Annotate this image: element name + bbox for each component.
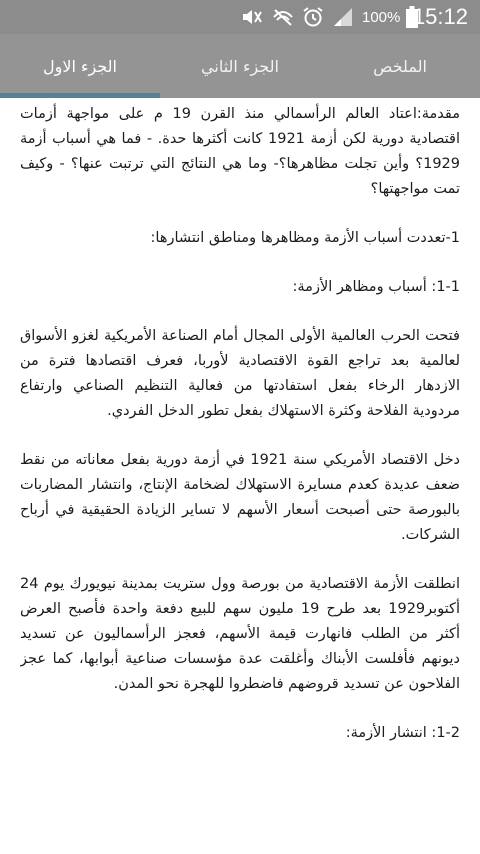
status-bar (0, 0, 480, 34)
tab-bar (0, 34, 480, 98)
mute-icon (240, 7, 264, 27)
active-tab-indicator (0, 93, 160, 98)
body-paragraph: دخل الاقتصاد الأمريكي سنة 1921 في أزمة دورية بفعل معاناته من نقط ضعف عديدة كعدم مسايرة الاستهلاك لضخامة الإنتاج، وانتشار المضاربات بالبورصة حتى أصبحت أسعار الأسهم لا تساير الزيادة الحقيقية في أرباح الشركات. (20, 452, 460, 543)
section-heading: 1-تعددت أسباب الأزمة ومظاهرها ومناطق انتشارها: (150, 230, 460, 246)
alarm-icon (302, 6, 324, 28)
subsection-heading: 1-2: انتشار الأزمة: (345, 725, 460, 741)
clock: 15:12 (412, 4, 468, 29)
status-icons (240, 6, 418, 28)
article-content[interactable] (20, 102, 460, 854)
subsection-heading: 1-1: أسباب ومظاهر الأزمة: (292, 279, 460, 295)
intro-paragraph: مقدمة:اعتاد العالم الرأسمالي منذ القرن 19 م على مواجهة أزمات اقتصادية دورية لكن أزمة 1921 كانت أكثرها حدة. - فما هي أسباب أزمة 1929؟ وأين تجلت مظاهرها؟- وما هي النتائج التي ترتبت عنها؟ - وكيف تمت مواجهتها؟ (20, 106, 460, 197)
tab-summary[interactable]: الملخص (373, 56, 427, 76)
signal-blocked-icon (272, 7, 294, 27)
tab-part-two[interactable]: الجزء الثاني (201, 56, 279, 76)
body-paragraph: فتحت الحرب العالمية الأولى المجال أمام الصناعة الأمريكية لغزو الأسواق لعالمية بعد تراجع القوة الاقتصادية لأوربا، فعرف اقتصادها فترة من الازدهار الرخاء بفعل استفادتها من فعالية التنظيم الصناعي وارتفاع مردودية الفلاحة وكثرة الاستهلاك بفعل تطور الدخل الفردي. (20, 328, 460, 419)
battery-percentage: 100% (362, 8, 401, 26)
body-paragraph: انطلقت الأزمة الاقتصادية من بورصة وول ستريت بمدينة نيويورك يوم 24 أكتوبر1929 بعد طرح 19 مليون سهم للبيع دفعة واحدة فأصبح العرض أكثر من الطلب فانهارت قيمة الأسهم، فعجز الرأسماليون عن تسديد ديونهم فأفلست الأبناك وأغلقت عدة مؤسسات صناعية أبوابها، كما عجز الفلاحون عن تسديد قروضهم فاضطروا للهجرة نحو المدن. (20, 576, 460, 692)
cellular-signal-icon (332, 7, 354, 27)
tab-part-one[interactable]: الجزء الاول (42, 56, 117, 76)
